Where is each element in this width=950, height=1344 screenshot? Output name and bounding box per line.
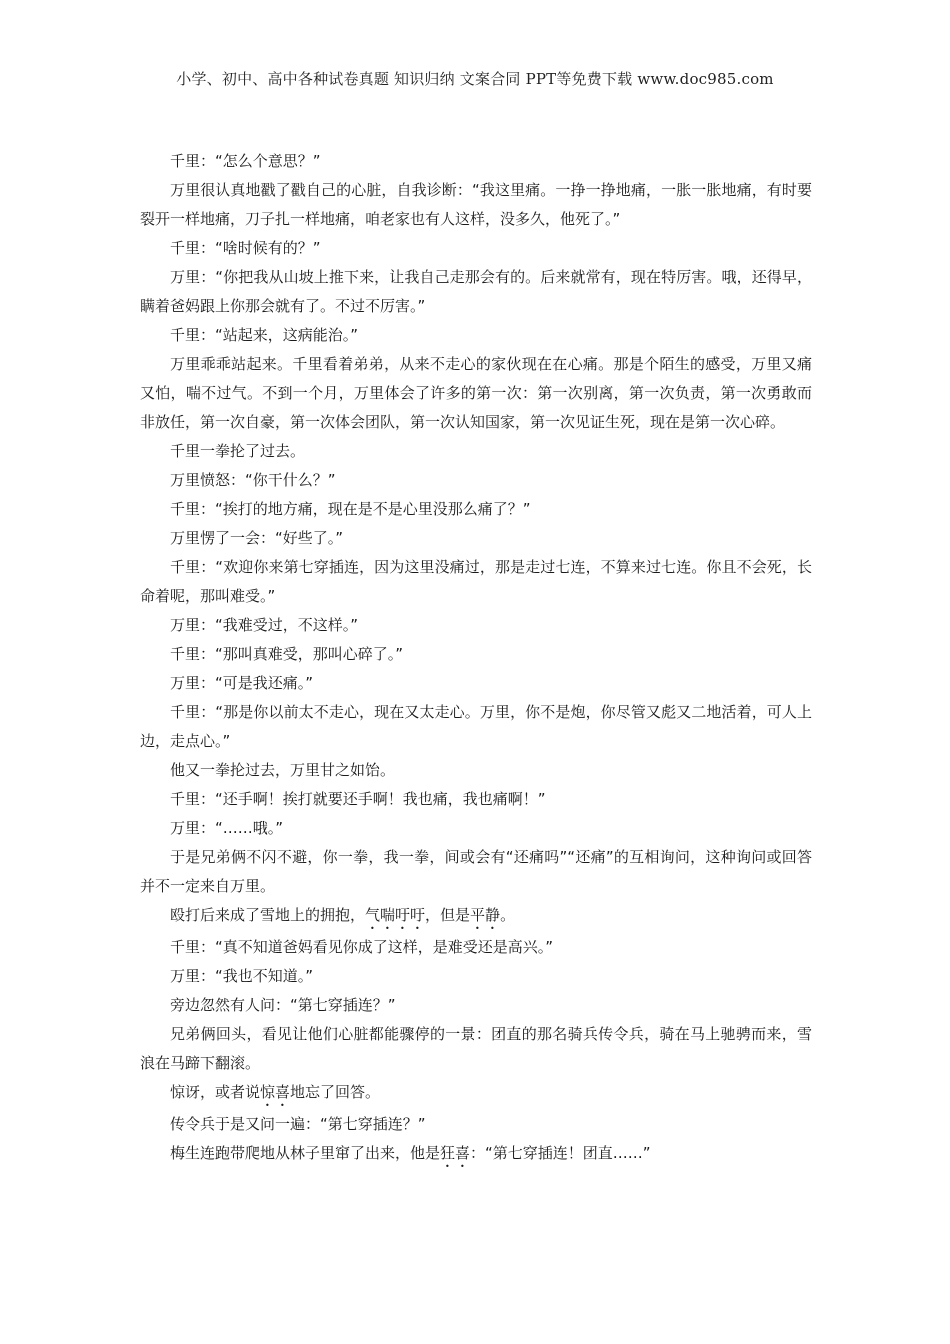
paragraph: 万里愣了一会：“好些了。”	[170, 529, 344, 547]
paragraph: 千里：“那是你以前太不走心，现在又太走心。万里，你不是炮，你尽管又彪又二地活着，可人上边，走点心。”	[140, 703, 812, 750]
text-span: 殴打后来成了雪地上的拥抱，	[170, 906, 366, 924]
paragraph: 万里很认真地戳了戳自己的心脏，自我诊断：“我这里痛。一挣一挣地痛，一胀一胀地痛，有时要裂开一样地痛，刀子扎一样地痛，咱老家也有人这样，没多久，他死了。”	[140, 181, 812, 228]
paragraph: 于是兄弟俩不闪不避，你一拳，我一拳，间或会有“还痛吗”“还痛”的互相询问，这种询问或回答并不一定来自万里。	[140, 848, 812, 895]
emphasis-dotted-text: 平静	[470, 906, 501, 924]
page-header: 小学、初中、高中各种试卷真题 知识归纳 文案合同 PPT等免费下载 www.doc985.com	[176, 70, 774, 88]
paragraph: 千里：“怎么个意思？”	[170, 152, 321, 170]
text-span: 惊讶，或者说	[170, 1083, 261, 1101]
paragraph: 千里：“那叫真难受，那叫心碎了。”	[170, 645, 404, 663]
paragraph: 千里：“啥时候有的？”	[170, 239, 321, 257]
text-span: 梅生连跑带爬地从林子里窜了出来，他是	[170, 1144, 441, 1162]
text-span: 。	[500, 906, 516, 924]
document-body	[140, 147, 812, 1171]
paragraph: 万里乖乖站起来。千里看着弟弟，从来不走心的家伙现在在心痛。那是个陌生的感受，万里又痛又怕，喘不过气。不到一个月，万里体会了许多的第一次：第一次别离，第一次负责，第一次勇敢而非放任，第一次自豪，第一次体会团队，第一次认知国家，第一次见证生死，现在是第一次心碎。	[140, 355, 812, 431]
emphasis-dotted-text: 狂喜	[440, 1144, 471, 1162]
paragraph: 他又一拳抡过去，万里甘之如饴。	[170, 761, 396, 779]
paragraph: 万里：“你把我从山坡上推下来，让我自己走那会有的。后来就常有，现在特厉害。哦，还得早，瞒着爸妈跟上你那会就有了。不过不厉害。”	[140, 268, 812, 315]
paragraph: 千里：“欢迎你来第七穿插连，因为这里没痛过，那是走过七连，不算来过七连。你且不会死，长命着呢，那叫难受。”	[140, 558, 812, 605]
paragraph: 千里：“挨打的地方痛，现在是不是心里没那么痛了？”	[170, 500, 531, 518]
paragraph: 千里：“还手啊！挨打就要还手啊！我也痛，我也痛啊！”	[170, 790, 546, 808]
paragraph: 千里：“真不知道爸妈看见你成了这样，是难受还是高兴。”	[170, 938, 554, 956]
paragraph: 万里：“我也不知道。”	[170, 967, 314, 985]
paragraph: 万里愤怒：“你干什么？”	[170, 471, 336, 489]
text-span: 地忘了回答。	[290, 1083, 381, 1101]
paragraph: 万里：“我难受过，不这样。”	[170, 616, 359, 634]
paragraph: 传令兵于是又问一遍：“第七穿插连？”	[170, 1115, 426, 1133]
paragraph: 千里一拳抡了过去。	[170, 442, 306, 460]
emphasis-dotted-text: 气喘吁吁	[365, 906, 426, 924]
paragraph: 旁边忽然有人问：“第七穿插连？”	[170, 996, 396, 1014]
paragraph: 千里：“站起来，这病能治。”	[170, 326, 359, 344]
paragraph: 兄弟俩回头，看见让他们心脏都能骤停的一景：团直的那名骑兵传令兵，骑在马上驰骋而来，雪浪在马蹄下翻滚。	[140, 1025, 812, 1072]
text-span: ：“第七穿插连！团直……”	[470, 1144, 651, 1162]
paragraph-with-emphasis	[140, 1139, 812, 1171]
paragraph-with-emphasis	[140, 1078, 812, 1110]
paragraph: 万里：“可是我还痛。”	[170, 674, 314, 692]
paragraph-with-emphasis	[140, 901, 812, 933]
paragraph: 万里：“……哦。”	[170, 819, 284, 837]
emphasis-dotted-text: 惊喜	[260, 1083, 291, 1101]
text-span: ，但是	[425, 906, 471, 924]
